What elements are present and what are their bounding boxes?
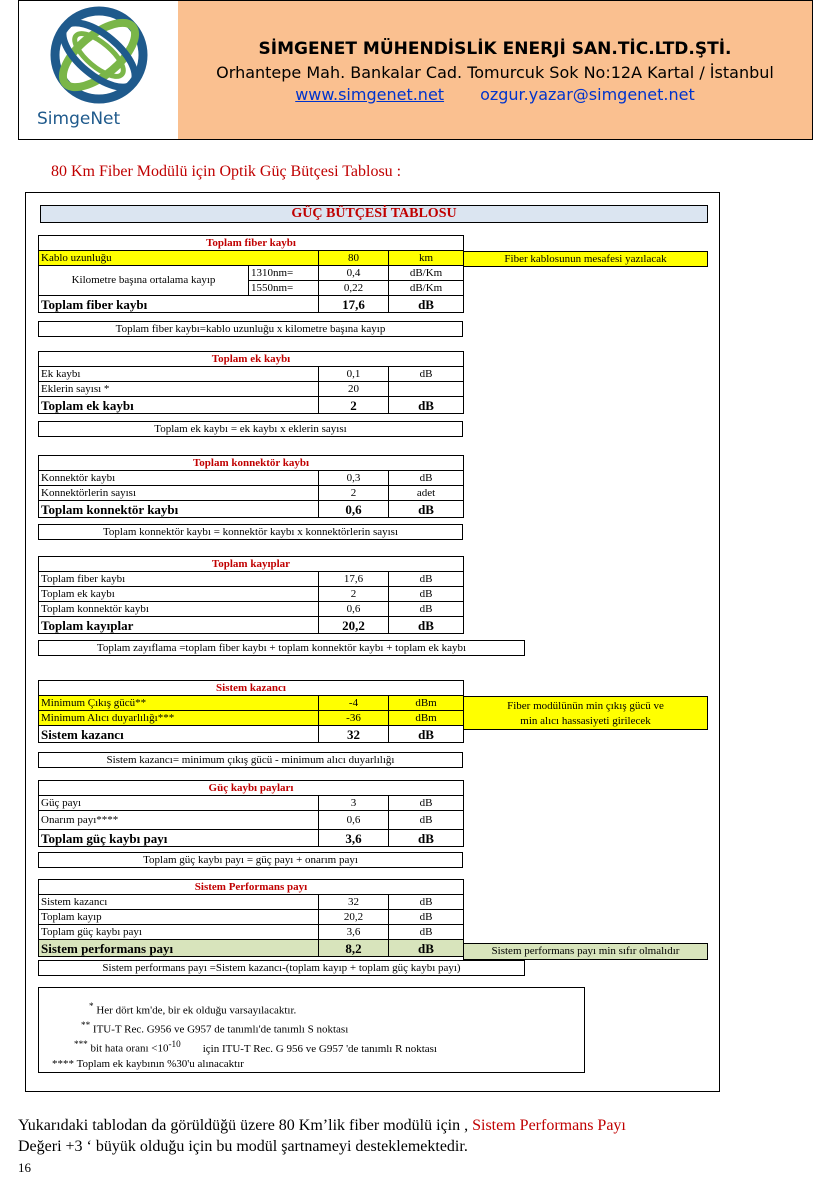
gain-total-unit: dB — [389, 726, 464, 743]
splice-total-unit: dB — [389, 397, 464, 414]
losses-fiber-unit: dB — [389, 572, 464, 587]
email-address: ozgur.yazar@simgenet.net — [480, 85, 695, 104]
losses-total-label: Toplam kayıplar — [39, 617, 319, 634]
footnote-2: ** ITU-T Rec. G956 ve G957 de tanımlı'de tanımlı S noktası — [81, 1020, 349, 1036]
min-sensitivity-value: -36 — [319, 711, 389, 726]
power-margin-value: 3 — [319, 796, 389, 811]
avg-loss-label: Kilometre başına ortalama kayıp — [39, 266, 249, 296]
connector-loss-value: 0,3 — [319, 471, 389, 486]
losses-splice-label: Toplam ek kaybı — [39, 587, 319, 602]
margin-total-value: 3,6 — [319, 830, 389, 847]
power-margin-table — [38, 780, 464, 847]
margin-formula: Toplam güç kaybı payı = güç payı + onarım payı — [38, 852, 463, 868]
splice-loss-unit: dB — [389, 367, 464, 382]
connector-count-value: 2 — [319, 486, 389, 501]
connector-total-label: Toplam konnektör kaybı — [39, 501, 319, 518]
perf-gain-value: 32 — [319, 895, 389, 910]
fiber-total-value: 17,6 — [319, 296, 389, 313]
losses-connector-value: 0,6 — [319, 602, 389, 617]
repair-margin-unit: dB — [389, 811, 464, 830]
perf-margin-label: Toplam güç kaybı payı — [39, 925, 319, 940]
losses-connector-label: Toplam konnektör kaybı — [39, 602, 319, 617]
splice-total-label: Toplam ek kaybı — [39, 397, 319, 414]
connector-total-value: 0,6 — [319, 501, 389, 518]
perf-margin-value: 3,6 — [319, 925, 389, 940]
gain-total-label: Sistem kazancı — [39, 726, 319, 743]
gain-formula: Sistem kazancı= minimum çıkış gücü - minimum alıcı duyarlılığı — [38, 752, 463, 768]
contact-line — [178, 85, 812, 104]
perf-loss-unit: dB — [389, 910, 464, 925]
performance-total-unit: dB — [389, 940, 464, 957]
splice-count-unit — [389, 382, 464, 397]
performance-note: Sistem performans payı min sıfır olmalıdır — [463, 943, 708, 960]
wavelength-1550: 1550nm= — [249, 281, 319, 296]
performance-formula: Sistem performans payı =Sistem kazancı-(toplam kayıp + toplam güç kaybı payı) — [38, 960, 525, 976]
system-gain-table — [38, 680, 464, 743]
splice-loss-label: Ek kaybı — [39, 367, 319, 382]
footnote-4: **** Toplam ek kaybının %30'u alınacaktır — [52, 1058, 244, 1070]
min-output-value: -4 — [319, 696, 389, 711]
splice-loss-value: 0,1 — [319, 367, 389, 382]
min-sensitivity-unit: dBm — [389, 711, 464, 726]
splice-header: Toplam ek kaybı — [39, 352, 464, 367]
gain-note-line1: Fiber modülünün min çıkış gücü ve — [507, 700, 664, 712]
splice-count-label: Eklerin sayısı * — [39, 382, 319, 397]
connector-count-unit: adet — [389, 486, 464, 501]
connector-total-unit: dB — [389, 501, 464, 518]
perf-loss-value: 20,2 — [319, 910, 389, 925]
company-info — [178, 1, 812, 139]
losses-total-value: 20,2 — [319, 617, 389, 634]
performance-total-value: 8,2 — [319, 940, 389, 957]
footnote-1: * Her dört km'de, bir ek olduğu varsayılacaktır. — [89, 1001, 297, 1017]
table-title: GÜÇ BÜTÇESİ TABLOSU — [40, 205, 708, 223]
splice-total-value: 2 — [319, 397, 389, 414]
footnote-3: *** bit hata oranı $<10^{-10}$ için ITU-T Rec. G 956 ve G957 'de tanımlı R noktası — [74, 1039, 437, 1055]
connector-loss-unit: dB — [389, 471, 464, 486]
losses-fiber-value: 17,6 — [319, 572, 389, 587]
perf-loss-label: Toplam kayıp — [39, 910, 319, 925]
cable-length-label: Kablo uzunluğu — [39, 251, 319, 266]
total-losses-table — [38, 556, 464, 634]
losses-splice-unit: dB — [389, 587, 464, 602]
loss-1310-unit: dB/Km — [389, 266, 464, 281]
losses-fiber-label: Toplam fiber kaybı — [39, 572, 319, 587]
company-address: Orhantepe Mah. Bankalar Cad. Tomurcuk Sok No:12A Kartal / İstanbul — [216, 63, 774, 82]
conclusion-text: Yukarıdaki tablodan da görüldüğü üzere 80 Km’lik fiber modülü için , Sistem Performans Payı Değeri +3 ‘ büyük olduğu için bu modül şartnameyi desteklemektedir. — [18, 1117, 626, 1155]
gain-total-value: 32 — [319, 726, 389, 743]
letterhead — [18, 0, 813, 140]
globe-logo-icon — [19, 1, 178, 111]
website-link[interactable]: www.simgenet.net — [295, 85, 445, 104]
margin-header: Güç kaybı payları — [39, 781, 464, 796]
repair-margin-label: Onarım payı**** — [39, 811, 319, 830]
connector-loss-label: Konnektör kaybı — [39, 471, 319, 486]
company-name: SİMGENET MÜHENDİSLİK ENERJİ SAN.TİC.LTD.ŞTİ. — [258, 39, 732, 59]
perf-margin-unit: dB — [389, 925, 464, 940]
margin-total-unit: dB — [389, 830, 464, 847]
power-margin-unit: dB — [389, 796, 464, 811]
repair-margin-value: 0,6 — [319, 811, 389, 830]
losses-total-unit: dB — [389, 617, 464, 634]
losses-splice-value: 2 — [319, 587, 389, 602]
section-subtitle: 80 Km Fiber Modülü için Optik Güç Bütçesi Tablosu : — [51, 163, 402, 180]
loss-1550-unit: dB/Km — [389, 281, 464, 296]
splice-formula: Toplam ek kaybı = ek kaybı x eklerin sayısı — [38, 421, 463, 437]
min-output-label: Minimum Çıkış gücü** — [39, 696, 319, 711]
margin-total-label: Toplam güç kaybı payı — [39, 830, 319, 847]
company-logo — [19, 1, 179, 139]
losses-header: Toplam kayıplar — [39, 557, 464, 572]
wavelength-1310: 1310nm= — [249, 266, 319, 281]
gain-note — [463, 696, 708, 730]
fiber-total-unit: dB — [389, 296, 464, 313]
cable-length-value: 80 — [319, 251, 389, 266]
power-margin-label: Güç payı — [39, 796, 319, 811]
loss-1310-value: 0,4 — [319, 266, 389, 281]
fiber-header: Toplam fiber kaybı — [39, 236, 464, 251]
footnotes-box — [38, 987, 585, 1073]
connector-formula: Toplam konnektör kaybı = konnektör kaybı x konnektörlerin sayısı — [38, 524, 463, 540]
losses-connector-unit: dB — [389, 602, 464, 617]
performance-table — [38, 879, 464, 957]
fiber-total-label: Toplam fiber kaybı — [39, 296, 319, 313]
losses-formula: Toplam zayıflama =toplam fiber kaybı + toplam konnektör kaybı + toplam ek kaybı — [38, 640, 525, 656]
fiber-formula: Toplam fiber kaybı=kablo uzunluğu x kilometre başına kayıp — [38, 321, 463, 337]
performance-header: Sistem Performans payı — [39, 880, 464, 895]
fiber-loss-table — [38, 235, 464, 313]
splice-loss-table — [38, 351, 464, 414]
connector-header: Toplam konnektör kaybı — [39, 456, 464, 471]
logo-text: SimgeNet — [37, 109, 121, 129]
gain-note-line2: min alıcı hassasiyeti girilecek — [520, 715, 651, 727]
min-output-unit: dBm — [389, 696, 464, 711]
performance-total-label: Sistem performans payı — [39, 940, 319, 957]
perf-gain-label: Sistem kazancı — [39, 895, 319, 910]
loss-1550-value: 0,22 — [319, 281, 389, 296]
page-number: 16 — [18, 1160, 31, 1175]
cable-length-unit: km — [389, 251, 464, 266]
min-sensitivity-label: Minimum Alıcı duyarlılığı*** — [39, 711, 319, 726]
gain-header: Sistem kazancı — [39, 681, 464, 696]
fiber-note: Fiber kablosunun mesafesi yazılacak — [463, 251, 708, 267]
highlighted-term: Sistem Performans Payı — [472, 1117, 626, 1134]
connector-loss-table — [38, 455, 464, 518]
connector-count-label: Konnektörlerin sayısı — [39, 486, 319, 501]
perf-gain-unit: dB — [389, 895, 464, 910]
splice-count-value: 20 — [319, 382, 389, 397]
